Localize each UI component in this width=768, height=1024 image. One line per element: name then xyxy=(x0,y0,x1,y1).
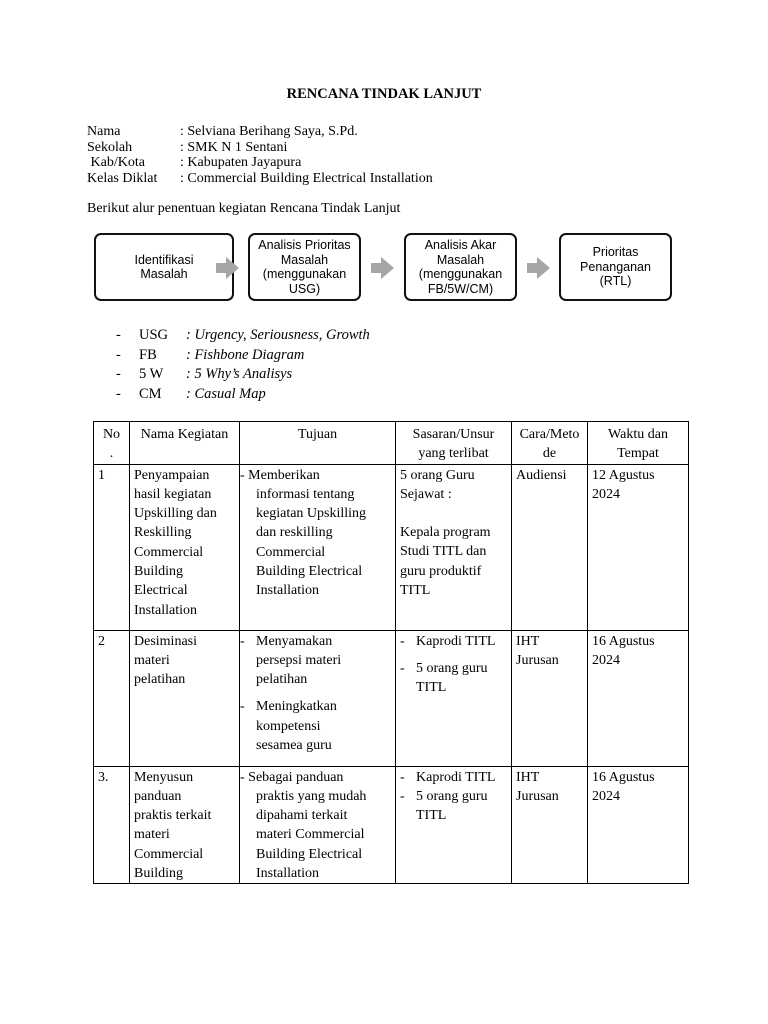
legend-desc: : Fishbone Diagram xyxy=(186,346,305,363)
list-item: - Kaprodi TITL xyxy=(400,768,507,787)
table-row xyxy=(94,630,689,766)
cell-tujuan: - Sebagai panduan praktis yang mudah dipahami terkait materi Commercial Building Electrical Installation xyxy=(240,766,396,884)
legend-dash: - xyxy=(116,327,121,343)
flow-line: Penanganan xyxy=(580,259,651,274)
info-block xyxy=(87,124,433,186)
cell-no: 2 xyxy=(94,630,130,766)
flow-line: Masalah xyxy=(280,252,329,267)
flow-step-prioritas-penanganan xyxy=(559,233,672,301)
header-cara-metode: Cara/Meto de xyxy=(512,422,588,465)
flow-line: USG) xyxy=(288,281,321,296)
cell-kegiatan: Desiminasi materi pelatihan xyxy=(130,630,240,766)
rtl-table xyxy=(93,421,689,884)
cell-sasaran: 5 orang Guru Sejawat : Kepala program Studi TITL dan guru produktif TITL xyxy=(396,464,512,630)
legend-item xyxy=(116,326,370,346)
legend-dash: - xyxy=(116,366,121,382)
info-row-kabkota xyxy=(87,155,433,171)
cell-tujuan xyxy=(240,630,396,766)
info-row-kelas xyxy=(87,171,433,187)
cell-cara: IHT Jurusan xyxy=(512,766,588,884)
table-header-row xyxy=(94,422,689,465)
legend-desc: : 5 Why’s Analisys xyxy=(186,366,293,382)
flow-line: Identifikasi xyxy=(134,252,194,267)
legend-dash: - xyxy=(116,346,121,363)
cell-sasaran xyxy=(396,630,512,766)
info-row-sekolah xyxy=(87,140,433,156)
flow-line: (menggunakan xyxy=(418,267,503,281)
cell-sasaran xyxy=(396,766,512,884)
table-row xyxy=(94,766,689,884)
cell-cara: Audiensi xyxy=(512,464,588,630)
legend-desc: : Urgency, Seriousness, Growth xyxy=(186,327,370,343)
document-title: RENCANA TINDAK LANJUT xyxy=(286,86,482,102)
header-waktu-tempat: Waktu dan Tempat xyxy=(588,422,689,465)
cell-no: 3. xyxy=(94,766,130,884)
intro-text: Berikut alur penentuan kegiatan Rencana Tindak Lanjut xyxy=(87,201,401,216)
flow-step-analisis-akar xyxy=(404,233,517,301)
flow-line: FB/5W/CM) xyxy=(427,281,494,296)
info-value: : Selviana Berihang Saya, S.Pd. xyxy=(180,124,358,139)
legend-item xyxy=(116,385,370,405)
flow-line: (RTL) xyxy=(599,274,632,289)
cell-cara: IHT Jurusan xyxy=(512,630,588,766)
legend-abbr: 5 W xyxy=(139,366,164,382)
list-item: - Kaprodi TITL xyxy=(400,632,507,651)
flow-line: Masalah xyxy=(140,267,188,281)
flow-line: (menggunakan xyxy=(262,267,347,281)
flow-step-identifikasi xyxy=(94,233,234,301)
flow-line: Analisis Prioritas xyxy=(258,238,351,252)
legend-item xyxy=(116,346,370,366)
info-value: : SMK N 1 Sentani xyxy=(180,139,288,155)
list-item: - 5 orang guru TITL xyxy=(400,787,507,826)
cell-tujuan: - Memberikan informasi tentang kegiatan Upskilling dan reskilling Commercial Building Electrical Installation xyxy=(240,464,396,630)
legend-abbr: CM xyxy=(139,385,162,402)
header-tujuan: Tujuan xyxy=(240,422,396,465)
flow-step-analisis-prioritas xyxy=(248,233,361,301)
info-value: : Kabupaten Jayapura xyxy=(180,155,302,170)
info-row-nama xyxy=(87,124,433,140)
info-key: Nama xyxy=(87,124,121,139)
header-sasaran: Sasaran/Unsur yang terlibat xyxy=(396,422,512,465)
table-row xyxy=(94,464,689,630)
cell-kegiatan: Penyampaian hasil kegiatan Upskilling dan Reskilling Commercial Building Electrical Installation xyxy=(130,464,240,630)
cell-waktu: 12 Agustus 2024 xyxy=(588,464,689,630)
cell-no: 1 xyxy=(94,464,130,630)
list-item: - Meningkatkan kompetensi sesamea guru xyxy=(240,697,391,755)
legend-desc: : Casual Map xyxy=(186,385,266,402)
info-key: Kelas Diklat xyxy=(87,170,158,186)
flow-line: Analisis Akar xyxy=(424,238,497,252)
header-no: No . xyxy=(94,422,130,465)
list-item: - 5 orang guru TITL xyxy=(400,659,507,698)
cell-kegiatan: Menyusun panduan praktis terkait materi Commercial Building xyxy=(130,766,240,884)
cell-waktu: 16 Agustus 2024 xyxy=(588,766,689,884)
legend-item xyxy=(116,365,370,385)
header-nama-kegiatan: Nama Kegiatan xyxy=(130,422,240,465)
legend-abbr: USG xyxy=(139,327,169,343)
list-item: - Menyamakan persepsi materi pelatihan xyxy=(240,632,391,690)
info-key: Sekolah xyxy=(87,139,133,155)
legend-dash: - xyxy=(116,385,121,402)
legend-list xyxy=(116,326,370,404)
legend-abbr: FB xyxy=(139,346,157,363)
info-key: Kab/Kota xyxy=(87,155,145,170)
flow-line: Masalah xyxy=(436,252,485,267)
flow-line: Prioritas xyxy=(592,245,639,260)
cell-waktu: 16 Agustus 2024 xyxy=(588,630,689,766)
info-value: : Commercial Building Electrical Installation xyxy=(180,170,433,186)
